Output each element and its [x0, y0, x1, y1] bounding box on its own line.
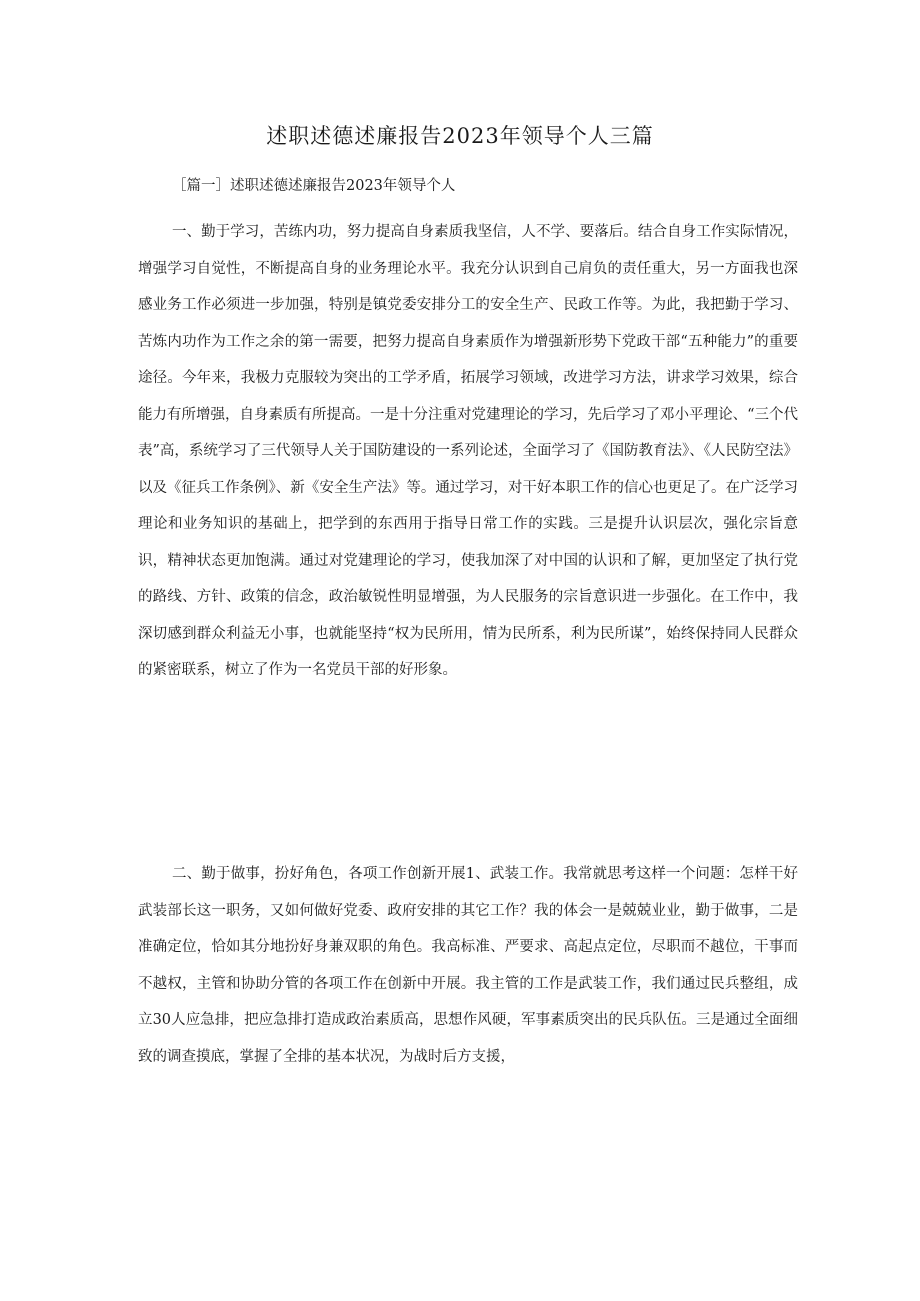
body-paragraph-2: 二、勤于做事，扮好角色，各项工作创新开展1、武装工作。我常就思考这样一个问题：怎样干好武装部长这一职务，又如何做好党委、政府安排的其它工作？我的体会一是兢兢业业，勤于做事，二是准确定位，恰如其分地扮好身兼双职的角色。我高标准、严要求、高起点定位，尽职而不越位，干事而不越权，主管和协助分管的各项工作在创新中开展。我主管的工作是武装工作，我们通过民兵整组，成立30人应急排，把应急排打造成政治素质高，思想作风硬，军事素质突出的民兵队伍。三是通过全面细致的调查摸底，掌握了全排的基本状况，为战时后方支援， — [138, 866, 798, 1065]
body-paragraph-1: 一、勤于学习，苦练内功，努力提高自身素质我坚信，人不学、要落后。结合自身工作实际情况，增强学习自觉性，不断提高自身的业务理论水平。我充分认识到自己肩负的责任重大，另一方面我也深感业务工作必须进一步加强，特别是镇党委安排分工的安全生产、民政工作等。为此，我把勤于学习、苦炼内功作为工作之余的第一需要，把努力提高自身素质作为增强新形势下党政干部“五种能力”的重要途径。今年来，我极力克服较为突出的工学矛盾，拓展学习领域，改进学习方法，讲求学习效果，综合能力有所增强，自身素质有所提高。一是十分注重对党建理论的学习，先后学习了邓小平理论、“三个代表”高，系统学习了三代领导人关于国防建设的一系列论述，全面学习了《国防教育法》、《人民防空法》以及《征兵工作条例》、新《安全生产法》等。通过学习，对干好本职工作的信心也更足了。在广泛学习理论和业务知识的基础上，把学到的东西用于指导日常工作的实践。三是提升认识层次，强化宗旨意识，精神状态更加饱满。通过对党建理论的学习，使我加深了对中国的认识和了解，更加坚定了执行党的路线、方针、政策的信念，政治敏锐性明显增强，为人民服务的宗旨意识进一步强化。在工作中，我深切感到群众利益无小事，也就能坚持“权为民所用，情为民所系，利为民所谋”，始终保持同人民群众的紧密联系，树立了作为一名党员干部的好形象。 — [138, 224, 798, 678]
section-heading: ［篇一］述职述德述廉报告2023年领导个人 — [172, 178, 456, 194]
document-title: 述职述德述廉报告2023年领导个人三篇 — [266, 124, 654, 148]
